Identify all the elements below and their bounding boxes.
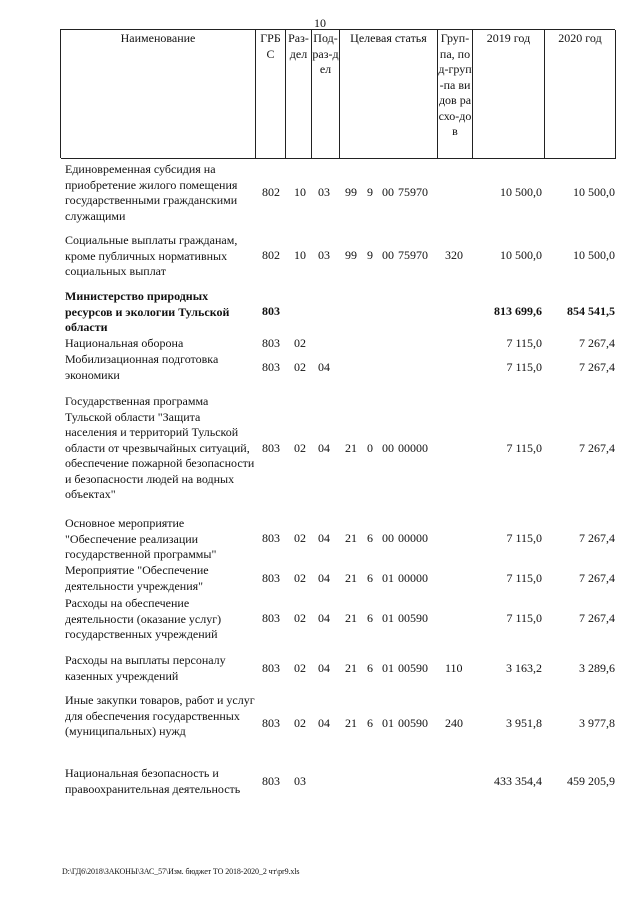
row-value-2019: 7 115,0 [506,571,542,585]
row-razdel: 02 [294,716,306,730]
row-grbs: 803 [262,336,280,350]
row-name: Единовременная субсидия на приобретение жилого помещения государственными гражданскими служащими [65,162,238,223]
row-target-direction: 00590 [398,716,428,730]
row-value-2020: 7 267,4 [579,441,615,455]
row-razdel: 02 [294,336,306,350]
row-name: Расходы на выплаты персоналу казенных учреждений [65,653,226,683]
header-name: Наименование [61,30,256,159]
row-name: Национальная оборона [65,336,184,350]
row-podrazdel: 04 [318,360,330,374]
row-name: Национальная безопасность и правоохранительная деятельность [65,766,241,796]
header-group: Груп-па, под-груп-па видов расхо-дов [438,30,473,159]
header-razdel: Раз-дел [286,30,312,159]
row-grbs: 803 [262,304,280,318]
row-value-2019: 10 500,0 [500,248,542,262]
row-podrazdel: 04 [318,716,330,730]
table-header [60,29,615,158]
row-grbs: 803 [262,360,280,374]
row-name: Мобилизационная подготовка экономики [65,352,219,382]
row-podrazdel: 04 [318,441,330,455]
row-grbs: 802 [262,185,280,199]
row-value-2019: 7 115,0 [506,360,542,374]
row-value-2020: 10 500,0 [573,185,615,199]
row-value-2020: 459 205,9 [567,774,615,788]
row-target-direction: 00590 [398,611,428,625]
row-value-2019: 7 115,0 [506,336,542,350]
row-value-2020: 7 267,4 [579,336,615,350]
row-group: 240 [445,716,463,730]
row-target-event: 01 [382,571,394,585]
row-target-event: 00 [382,531,394,545]
row-name: Расходы на обеспечение деятельности (оказание услуг) государственных учреждений [65,596,222,641]
header-2019: 2019 год [473,30,545,159]
row-value-2019: 10 500,0 [500,185,542,199]
row-value-2019: 7 115,0 [506,611,542,625]
row-target-program: 21 [345,531,357,545]
row-target-subprogram: 6 [367,531,373,545]
row-podrazdel: 04 [318,661,330,675]
row-name: Иные закупки товаров, работ и услуг для обеспечения государственных (муниципальных) нужд [65,693,255,738]
row-name: Министерство природных ресурсов и экологии Тульской области [65,289,230,334]
row-target-direction: 00000 [398,441,428,455]
row-target-subprogram: 6 [367,716,373,730]
row-group: 110 [445,661,463,675]
row-grbs: 802 [262,248,280,262]
row-target-direction: 00000 [398,531,428,545]
row-target-subprogram: 9 [367,185,373,199]
row-razdel: 02 [294,360,306,374]
row-value-2020: 3 977,8 [579,716,615,730]
row-razdel: 03 [294,774,306,788]
row-target-direction: 75970 [398,248,428,262]
row-razdel: 02 [294,611,306,625]
row-target-event: 00 [382,185,394,199]
header-target: Целевая статья [340,30,438,159]
row-target-direction: 75970 [398,185,428,199]
row-value-2020: 7 267,4 [579,571,615,585]
row-podrazdel: 03 [318,185,330,199]
row-target-event: 00 [382,248,394,262]
row-value-2020: 10 500,0 [573,248,615,262]
row-grbs: 803 [262,611,280,625]
row-value-2020: 854 541,5 [567,304,615,318]
row-grbs: 803 [262,661,280,675]
header-grbs: ГРБС [256,30,286,159]
row-value-2020: 7 267,4 [579,360,615,374]
row-target-event: 00 [382,441,394,455]
row-grbs: 803 [262,716,280,730]
row-target-event: 01 [382,661,394,675]
row-target-program: 21 [345,661,357,675]
row-razdel: 02 [294,531,306,545]
row-grbs: 803 [262,774,280,788]
row-target-direction: 00590 [398,661,428,675]
page-number: 10 [314,16,326,30]
row-podrazdel: 03 [318,248,330,262]
row-grbs: 803 [262,571,280,585]
row-grbs: 803 [262,531,280,545]
row-podrazdel: 04 [318,611,330,625]
row-grbs: 803 [262,441,280,455]
row-value-2019: 813 699,6 [494,304,542,318]
row-target-subprogram: 0 [367,441,373,455]
row-podrazdel: 04 [318,531,330,545]
row-value-2019: 3 163,2 [506,661,542,675]
row-razdel: 02 [294,661,306,675]
header-podrazdel: Под-раз-дел [312,30,340,159]
row-target-program: 99 [345,248,357,262]
row-target-event: 01 [382,611,394,625]
row-group: 320 [445,248,463,262]
row-value-2020: 7 267,4 [579,531,615,545]
row-value-2019: 7 115,0 [506,531,542,545]
header-2020: 2020 год [545,30,616,159]
row-target-program: 21 [345,611,357,625]
row-target-direction: 00000 [398,571,428,585]
row-target-program: 99 [345,185,357,199]
row-razdel: 10 [294,185,306,199]
row-target-program: 21 [345,441,357,455]
file-path-footer: D:\ГД6\2018\ЗАКОНЫ\ЗАС_57\Изм. бюджет ТО 2018-2020_2 чт\pr9.xls [62,867,300,876]
row-razdel: 02 [294,571,306,585]
row-name: Основное мероприятие "Обеспечение реализации государственной программы" [65,516,217,561]
row-value-2019: 3 951,8 [506,716,542,730]
row-razdel: 02 [294,441,306,455]
row-value-2020: 3 289,6 [579,661,615,675]
row-name: Государственная программа Тульской области "Защита населения и территорий Тульской области от чрезвычайных ситуаций, обеспечение пожарной безопасности и безопасности людей на водных объектах" [65,394,255,501]
row-razdel: 10 [294,248,306,262]
row-target-program: 21 [345,716,357,730]
row-name: Социальные выплаты гражданам, кроме публичных нормативных социальных выплат [65,233,238,278]
row-podrazdel: 04 [318,571,330,585]
row-target-subprogram: 6 [367,571,373,585]
row-value-2020: 7 267,4 [579,611,615,625]
row-target-subprogram: 9 [367,248,373,262]
row-value-2019: 433 354,4 [494,774,542,788]
row-target-event: 01 [382,716,394,730]
row-target-program: 21 [345,571,357,585]
row-target-subprogram: 6 [367,661,373,675]
row-value-2019: 7 115,0 [506,441,542,455]
row-name: Мероприятие "Обеспечение деятельности учреждения" [65,563,209,593]
row-target-subprogram: 6 [367,611,373,625]
